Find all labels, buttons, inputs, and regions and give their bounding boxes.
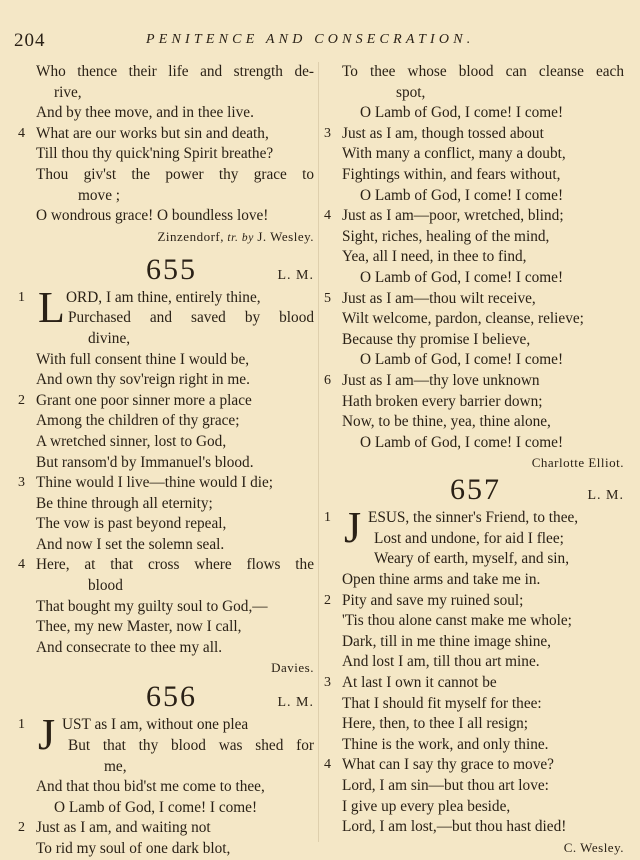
verse-line: Be thine through all eternity; [36,494,213,512]
attribution: Charlotte Elliot. [531,455,624,471]
right-column [324,62,624,857]
verse-line: Lost and undone, for aid I flee; [374,529,564,547]
verse-line: move ; [78,186,121,204]
hymn-656-header [18,679,314,715]
verse-line: Now, to be thine, yea, thine alone, [342,413,551,431]
verse-line: And own thy sov'reign right in me. [36,371,250,389]
verse-line: 3 Just as I am, though tossed about [324,124,624,145]
verse-line: Dark, till in me thine image shine, [342,632,552,650]
verse-number: 4 [324,208,331,224]
verse-number: 5 [324,290,331,306]
drop-cap: J [38,710,56,760]
verse-line: Here, then, to thee I all resign; [342,715,529,733]
attribution: C. Wesley. [563,839,624,855]
drop-cap: L [38,282,65,332]
verse-line: 2 Just as I am, and waiting not [18,818,314,839]
hymn-meter: L. M. [587,488,624,504]
verse-line: spot, [396,83,426,101]
left-column [18,62,314,860]
running-title: PENITENCE AND CONSECRATION. [146,32,475,47]
verse-line: And by thee move, and in thee live. [36,104,254,122]
verse-number: 1 [18,289,25,305]
verse-line: Fightings within, and fears without, [342,165,561,183]
verse-line: 1 ESUS, the sinner's Friend, to thee, [324,508,624,529]
verse-line: O Lamb of God, I come! I come! [54,798,258,816]
verse-line: Till thou thy quick'ning Spirit breathe? [36,145,274,163]
verse-line: rive, [54,83,82,101]
verse-line: Hath broken every barrier down; [342,392,543,410]
attribution: Davies. [271,660,314,676]
column-divider [318,62,319,842]
verse-line: Weary of earth, myself, and sin, [374,550,570,568]
verse-line: That I should fit myself for thee: [342,694,542,712]
verse-line: O Lamb of God, I come! I come! [360,186,564,204]
verse-line: Because thy promise I believe, [342,330,531,348]
verse-line: Who thence their life and strength de- [36,63,314,80]
hymn-655 [18,282,314,678]
hymn-657 [324,503,624,857]
verse-line: 3 At last I own it cannot be [324,673,624,694]
hymn-657-header [324,472,624,508]
verse-number: 1 [324,510,331,526]
verse-line: A wretched sinner, lost to God, [36,432,227,450]
verse-line: Sight, riches, healing of the mind, [342,227,550,245]
verse-number: 2 [18,392,25,408]
verse-line: O Lamb of God, I come! I come! [360,351,564,369]
verse-line: me, [104,757,127,775]
verse-line: Purchased and saved by blood [68,309,314,327]
verse-line: The vow is past beyond repeal, [36,515,227,533]
hymn-656 [18,710,314,859]
verse-line: O Lamb of God, I come! I come! [360,268,564,286]
verse-number: 4 [18,125,25,141]
verse-line: Thou giv'st the power thy grace to [36,165,314,183]
verse-number: 2 [324,592,331,608]
verse-line: O Lamb of God, I come! I come! [360,433,564,451]
verse-line: Lord, I am sin—but thou art love: [342,777,549,794]
hymn-number: 656 [146,680,197,714]
verse-line: But ransom'd by Immanuel's blood. [36,453,254,471]
verse-number: 4 [18,557,25,573]
verse-number: 2 [18,820,25,836]
verse-number: 1 [18,717,25,733]
page-header [14,30,620,52]
verse-line: But that thy blood was shed for [68,737,314,755]
verse-line: 3 Thine would I live—thine would I die; [18,473,314,494]
verse-line: With full consent thine I would be, [36,350,250,368]
verse-line: And that thou bid'st me come to thee, [36,778,265,796]
verse-line: 'Tis thou alone canst make me whole; [342,612,572,630]
hymn-number: 655 [146,252,197,286]
verse-line: 4 Just as I am—poor, wretched, blind; [324,206,624,227]
verse-line: Open thine arms and take me in. [342,571,541,589]
hymn-meter: L. M. [277,267,314,283]
verse-line: 4 What are our works but sin and death, [18,124,314,145]
verse-line: Wilt welcome, pardon, cleanse, relieve; [342,310,584,328]
verse-line: And now I set the solemn seal. [36,535,225,553]
verse-line: That bought my guilty soul to God,— [36,597,268,615]
verse-line: Lord, I am lost,—but thou hast died! [342,818,567,836]
page-number: 204 [14,30,46,51]
verse-line: 2 Pity and save my ruined soul; [324,591,624,612]
verse-line: 2 Grant one poor sinner more a place [18,391,314,412]
verse-line: Thine is the work, and only thine. [342,735,549,753]
verse-line: I give up every plea beside, [342,797,511,815]
hymn-number: 657 [450,473,501,507]
drop-cap: J [344,503,362,553]
verse-line: 4 Here, at that cross where flows the [18,555,314,576]
verse-number: 4 [324,757,331,773]
hymn-meter: L. M. [277,695,314,711]
verse-line: 5 Just as I am—thou wilt receive, [324,289,624,310]
verse-number: 6 [324,372,331,388]
attribution: Zinzendorf, tr. by J. Wesley. [157,228,314,244]
verse-number: 3 [324,125,331,141]
verse-line: O wondrous grace! O boundless love! [36,207,269,225]
verse-line: 4 What can I say thy grace to move? [324,755,624,776]
verse-line: 6 Just as I am—thy love unknown [324,371,624,392]
verse-line: And lost I am, till thou art mine. [342,653,540,671]
verse-line: To rid my soul of one dark blot, [36,840,231,857]
verse-line: 1 UST as I am, without one plea [18,715,314,736]
verse-line: To thee whose blood can cleanse each [342,63,624,80]
verse-line: Yea, all I need, in thee to find, [342,248,527,266]
verse-line: With many a conflict, many a doubt, [342,145,566,163]
verse-line: And consecrate to thee my all. [36,638,223,656]
verse-line: blood [88,577,123,595]
verse-line: 1 ORD, I am thine, entirely thine, [18,288,314,309]
verse-number: 3 [18,475,25,491]
verse-line: Among the children of thy grace; [36,412,240,430]
verse-line: Thee, my new Master, now I call, [36,618,242,636]
verse-line: O Lamb of God, I come! I come! [360,104,564,122]
verse-number: 3 [324,675,331,691]
verse-line: divine, [88,329,131,347]
